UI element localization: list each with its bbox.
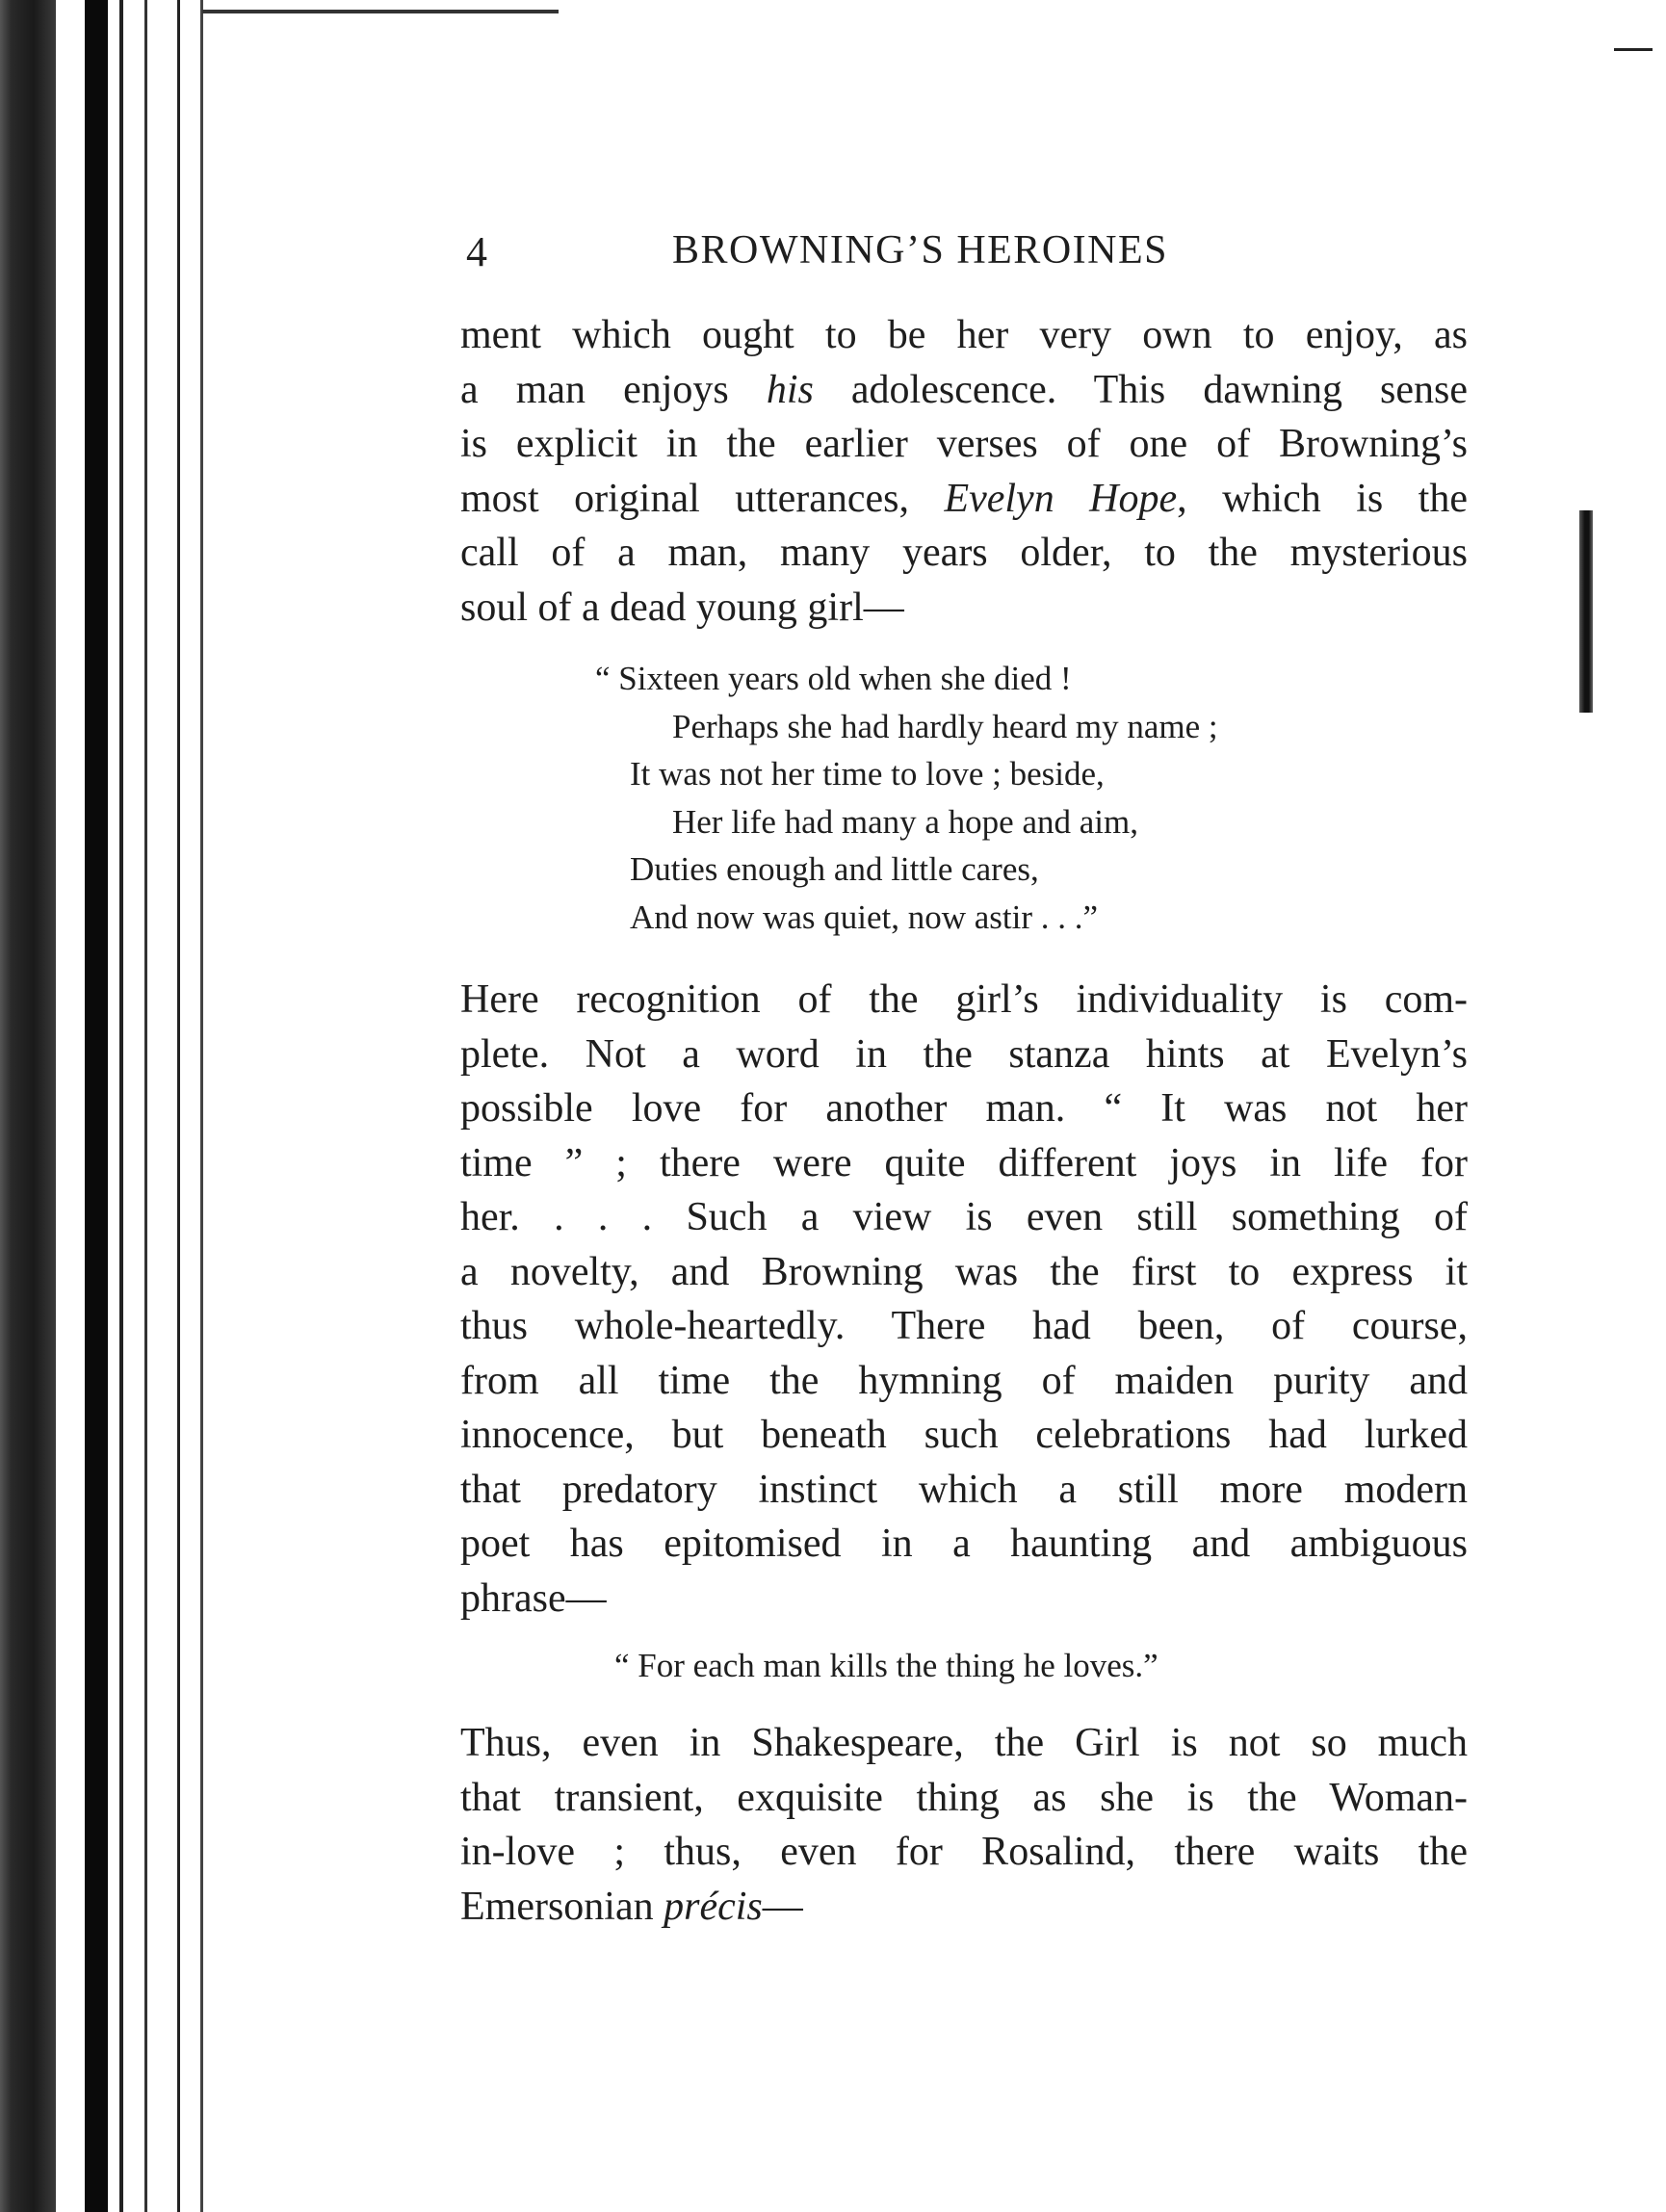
verse-quotation: [595, 655, 1218, 941]
verse-line: Duties enough and little cares,: [630, 850, 1039, 888]
text-span: Emersonian: [460, 1884, 664, 1929]
page-edge-line: [119, 0, 123, 2212]
text-line: a novelty, and Browning was the first to express it: [460, 1249, 1468, 1294]
text-span: —: [762, 1884, 803, 1929]
scan-mark: [1614, 48, 1653, 51]
verse-line: It was not her time to love ; beside,: [630, 755, 1105, 793]
italic-text: his: [766, 367, 814, 412]
text-line: that predatory instinct which a still more modern: [460, 1467, 1468, 1512]
page-number: 4: [466, 228, 487, 275]
text-line: from all time the hymning of maiden purity and: [460, 1358, 1468, 1403]
text-line: soul of a dead young girl—: [460, 585, 904, 630]
paragraph: [460, 1716, 1468, 1934]
paragraph: [460, 973, 1468, 1626]
text-line: her. . . . Such a view is even still something of: [460, 1195, 1468, 1239]
text-line: possible love for another man. “ It was not her: [460, 1086, 1468, 1131]
text-span: , which is the: [1177, 476, 1468, 521]
block-quotation: “ For each man kills the thing he loves.”: [614, 1647, 1158, 1684]
text-line: [460, 363, 1468, 418]
text-line: phrase—: [460, 1575, 607, 1621]
page-edge-line: [200, 0, 203, 2212]
page-edge-line: [144, 0, 147, 2212]
page-header: [458, 223, 1470, 281]
text-line: that transient, exquisite thing as she is the Woman-: [460, 1775, 1468, 1820]
text-line: thus whole-heartedly. There had been, of course,: [460, 1304, 1468, 1348]
verse-line: And now was quiet, now astir . . .”: [630, 898, 1099, 936]
italic-text: précis: [664, 1884, 763, 1929]
text-line: Here recognition of the girl’s individuality is com-: [460, 977, 1468, 1022]
book-spine-shadow: [0, 0, 56, 2212]
text-line: call of a man, many years older, to the mysterious: [460, 531, 1468, 575]
text-line: ment which ought to be her very own to enjoy, as: [460, 313, 1468, 357]
text-line: [460, 1880, 1468, 1935]
scan-top-rule: [202, 10, 559, 13]
text-line: innocence, but beneath such celebrations had lurked: [460, 1413, 1468, 1457]
binding-edge: [85, 0, 108, 2212]
text-line: [460, 472, 1468, 527]
paragraph: [460, 308, 1468, 635]
text-span: adolescence. This dawning sense: [813, 367, 1469, 412]
verse-line: “ Sixteen years old when she died !: [595, 660, 1072, 697]
text-line: is explicit in the earlier verses of one of Browning’s: [460, 422, 1468, 466]
text-span: a man enjoys: [460, 367, 767, 412]
text-line: plete. Not a word in the stanza hints at Evelyn’s: [460, 1031, 1468, 1077]
verse-line: Perhaps she had hardly heard my name ;: [672, 707, 1218, 745]
running-title: BROWNING’S HEROINES: [672, 228, 1168, 273]
text-line: in-love ; thus, even for Rosalind, there waits the: [460, 1830, 1468, 1874]
page-edge-line: [177, 0, 180, 2212]
text-line: Thus, even in Shakespeare, the Girl is not so much: [460, 1721, 1468, 1765]
text-line: time ” ; there were quite different joys in life for: [460, 1140, 1468, 1185]
text-line: poet has epitomised in a haunting and ambiguous: [460, 1522, 1468, 1566]
italic-text: Evelyn Hope: [944, 476, 1178, 521]
scan-side-mark: [1579, 510, 1593, 713]
verse-line: Her life had many a hope and aim,: [672, 802, 1138, 841]
text-span: most original utterances,: [460, 476, 945, 521]
